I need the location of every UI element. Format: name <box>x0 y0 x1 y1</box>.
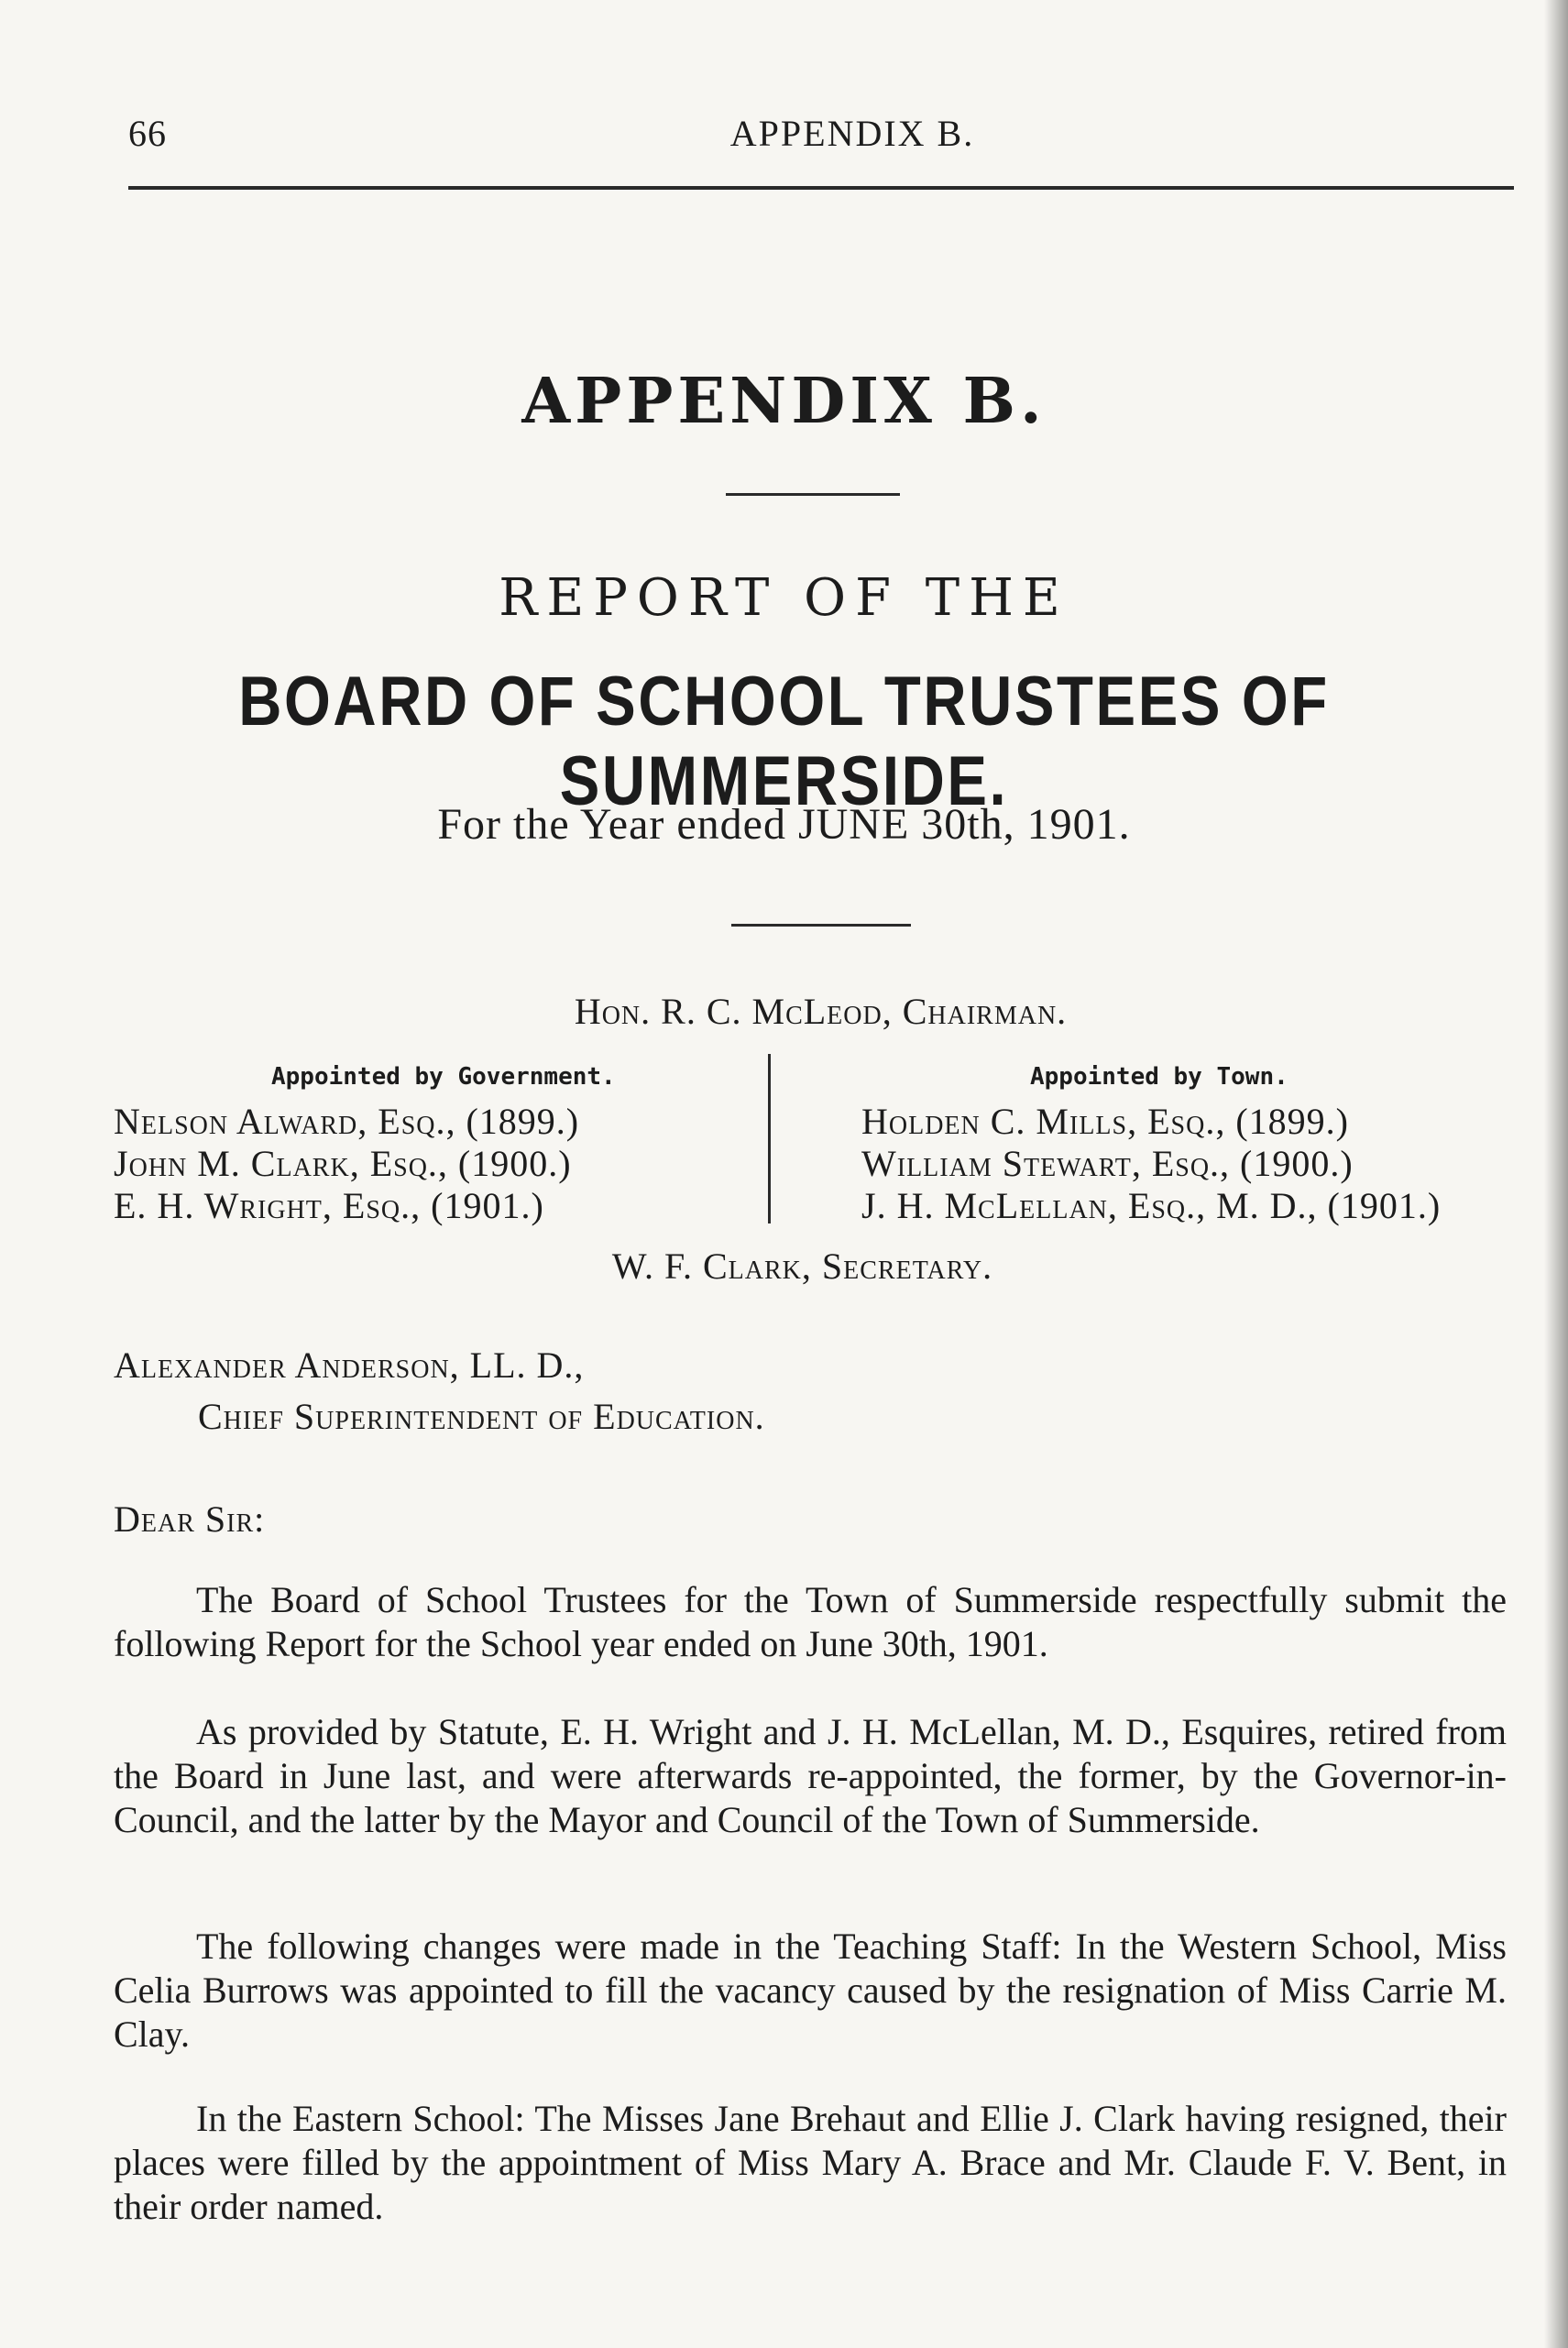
page-edge-shadow <box>1544 0 1568 2348</box>
government-member-2: John M. Clark, Esq., (1900.) <box>114 1143 572 1184</box>
paragraph-text: The Board of School Trustees for the Town of Summerside respectfully submit the following Report for the School year ended on June 30th, 1901. <box>114 1579 1507 1664</box>
secretary-line: W. F. Clark, Secretary. <box>611 1245 993 1287</box>
column-divider <box>768 1054 771 1223</box>
government-heading: Appointed by Government. <box>271 1063 616 1091</box>
year-line: For the Year ended JUNE 30th, 1901. <box>437 800 1131 849</box>
government-member-1: Nelson Alward, Esq., (1899.) <box>114 1101 580 1142</box>
paragraph <box>114 1710 1507 1842</box>
paragraph-text: In the Eastern School: The Misses Jane Brehaut and Ellie J. Clark having resigned, their places were filled by the appointment of Miss Mary A. Brace and Mr. Claude F. V. Bent, in their order named. <box>114 2098 1507 2227</box>
title-rule <box>726 493 900 496</box>
appendix-title: APPENDIX B. <box>521 365 1047 438</box>
running-head <box>128 112 1512 167</box>
paragraph <box>114 1925 1507 2057</box>
paragraph-text: As provided by Statute, E. H. Wright and J. H. McLellan, M. D., Esquires, retired from the Board in June last, and were afterwards re-appointed, the former, by the Governor-in-Council, and the latter by the Mayor and Council of the Town of Summerside. <box>114 1711 1507 1840</box>
page-number: 66 <box>128 113 167 154</box>
town-heading: Appointed by Town. <box>1030 1063 1288 1091</box>
town-member-2: William Stewart, Esq., (1900.) <box>861 1143 1354 1184</box>
running-title: APPENDIX B. <box>729 113 975 154</box>
government-member-3: E. H. Wright, Esq., (1901.) <box>114 1185 544 1226</box>
chairman-line: Hon. R. C. McLeod, Chairman. <box>574 991 1068 1032</box>
paragraph <box>114 2097 1507 2229</box>
salutation: Dear Sir: <box>114 1498 266 1540</box>
year-rule <box>731 924 911 927</box>
header-rule <box>128 186 1514 190</box>
town-member-3: J. H. McLellan, Esq., M. D., (1901.) <box>861 1185 1442 1226</box>
town-member-1: Holden C. Mills, Esq., (1899.) <box>861 1101 1349 1142</box>
paragraph-text: The following changes were made in the Teaching Staff: In the Western School, Miss Celia Burrows was appointed to fill the vacancy caused by the resignation of Miss Carrie M. Clay. <box>114 1926 1507 2055</box>
report-heading: REPORT OF THE <box>499 568 1069 628</box>
paragraph <box>114 1578 1507 1666</box>
addressee-name: Alexander Anderson, LL. D., <box>114 1344 585 1386</box>
addressee-title: Chief Superintendent of Education. <box>198 1396 765 1437</box>
board-title: BOARD OF SCHOOL TRUSTEES OF SUMMERSIDE. <box>238 663 1330 820</box>
